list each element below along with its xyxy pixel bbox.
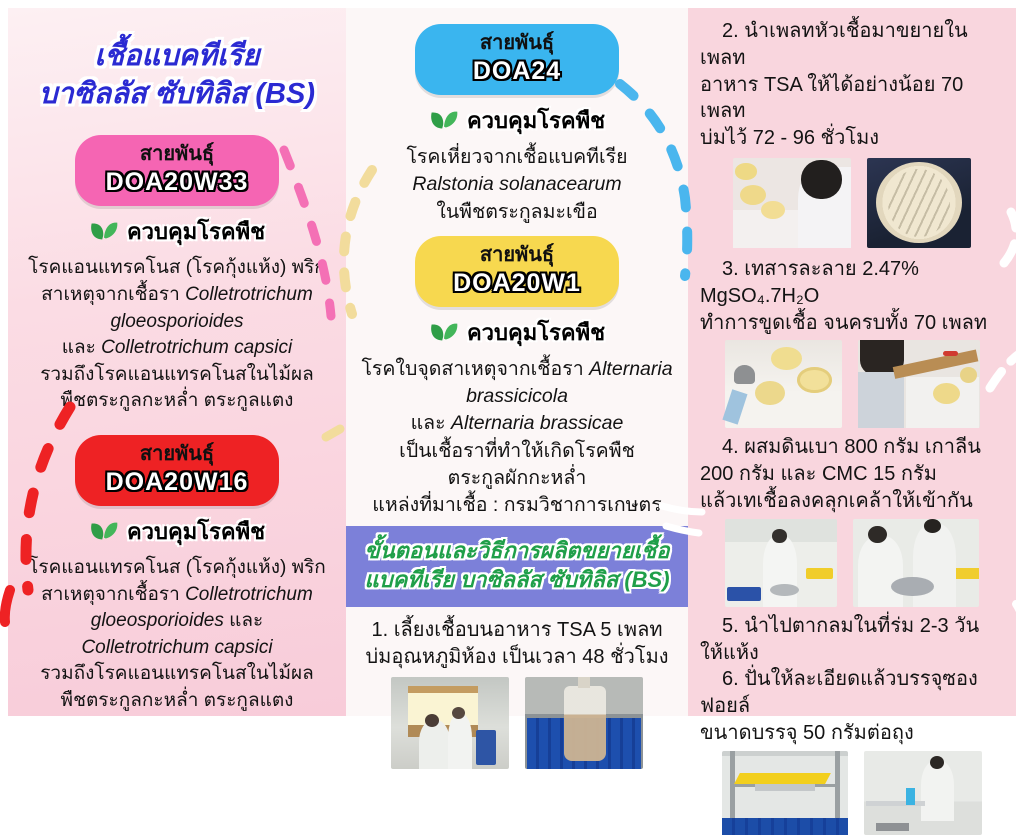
photo-culture-bag-in-basket [525,677,643,769]
strain-badge-doa20w1 [415,236,619,307]
strain-description-doa20w33: โรคแอนแทรคโนส (โรคกุ้งแห้ง) พริก สาเหตุจากเชื้อรา Colletrotrichum gloeosporioides และ Colletrotrichum capsici รวมถึงโรคแอนแทรคโนสในไม้ผล พืชตระกูลกะหล่ำ ตระกูลแตง [28,257,326,412]
photo-plate-streaking [733,158,851,248]
strain-badge-label: สายพันธุ์ [139,143,215,166]
strain-code: DOA20W16 [105,467,249,496]
photo-mixing-carrier-one-person [725,519,837,607]
strain-code: DOA24 [472,57,562,85]
strain-badge-label: สายพันธุ์ [139,442,215,465]
panel-middle [346,8,688,716]
control-heading-doa24 [346,103,688,138]
strain-description-doa20w1: โรคใบจุดสาเหตุจากเชื้อรา Alternaria brassicicola และ Alternaria brassicae เป็นเชื้อราที่ทำให้เกิดโรคพืช ตระกูลผักกะหล่ำ แหล่งที่มาเชื้อ : กรมวิชาการเกษตร [361,357,673,517]
photo-pouring-solution-on-plates [725,340,842,428]
step-5-6-text: 5. นำไปตากลมในที่ร่ม 2-3 วัน ให้แห้ง 6. ปั่นให้ละเอียดแล้วบรรจุซองฟอยล์ ขนาดบรรจุ 50 กรัมต่อถุง [700,614,980,744]
step-1-text: 1. เลี้ยงเชื้อบนอาหาร TSA 5 เพลท บ่มอุณหภูมิห้อง เป็นเวลา 48 ชั่วโมง [365,619,669,668]
photo-mixing-carrier-two-people [853,519,979,607]
panel-right [688,8,1016,744]
photo-drying-rack [722,751,848,835]
white-dash-right-bottom [1016,604,1022,620]
panel-left [8,8,346,716]
photo-petri-dish-colonies [867,158,971,248]
step-3-photos [688,340,1016,428]
step-4-text: 4. ผสมดินเบา 800 กรัม เกาลีน 200 กรัม และ CMC 15 กรัม แล้วเทเชื้อลงคลุกเคล้าให้เข้ากัน [700,436,981,512]
control-heading-label: ควบคุมโรคพืช [126,219,266,245]
control-heading-doa20w33 [8,214,346,249]
production-banner-line1: ขั้นตอนและวิธีการผลิตขยายเชื้อ [364,537,670,563]
control-heading-doa20w1 [346,315,688,350]
step-2-photos [688,158,1016,248]
control-heading-label: ควบคุมโรคพืช [466,108,606,133]
strain-code: DOA20W1 [453,268,581,297]
control-heading-doa20w16 [8,514,346,549]
strain-badge-doa20w16 [75,435,279,506]
white-dash-left [3,306,4,324]
production-banner-line2: แบคทีเรีย บาซิลลัส ซับทิลิส (BS) [364,567,670,593]
strain-badge-doa20w33 [75,135,279,206]
step-3-text: 3. เทสารละลาย 2.47% MgSO₄.7H₂O ทำการขูดเชื้อ จนครบทั้ง 70 เพลท [700,257,988,334]
photo-grinding-and-packing [864,751,982,835]
leaf-icon [429,321,459,344]
step-2-text: 2. นำเพลทหัวเชื้อมาขยายในเพลท อาหาร TSA ให้ได้อย่างน้อย 70 เพลท บ่มไว้ 72 - 96 ชั่วโมง [700,20,968,150]
leaf-icon [89,520,119,543]
step-4-photos [688,519,1016,607]
strain-badge-label: สายพันธุ์ [479,243,555,266]
leaf-icon [89,220,119,243]
production-banner [346,526,688,607]
strain-code: DOA20W33 [105,168,249,197]
control-heading-label: ควบคุมโรคพืช [126,518,266,544]
strain-description-doa24: โรคเหี่ยวจากเชื้อแบคทีเรีย Ralstonia solanacearum ในพืชตระกูลมะเขือ [406,146,628,223]
step-5-6-photos [688,751,1016,835]
page-title-line2: บาซิลลัส ซับทิลิส (BS) [38,77,315,110]
page-title-line1: เชื้อแบคทีเรีย [94,40,260,72]
control-heading-label: ควบคุมโรคพืช [466,319,606,345]
photo-scraping-culture [858,340,980,428]
strain-badge-label: สายพันธุ์ [479,32,555,54]
strain-description-doa20w16: โรคแอนแทรคโนส (โรคกุ้งแห้ง) พริก สาเหตุจากเชื้อรา Colletrotrichum gloeosporioides และ Colletrotrichum capsici รวมถึงโรคแอนแทรคโนสในไม้ผล พืชตระกูลกะหล่ำ ตระกูลแตง [28,556,326,711]
page-title [14,38,340,113]
leaf-icon [429,109,459,132]
photo-laminar-flow-hood [391,677,509,769]
step-1-photos [346,677,688,769]
strain-badge-doa24 [415,24,619,95]
